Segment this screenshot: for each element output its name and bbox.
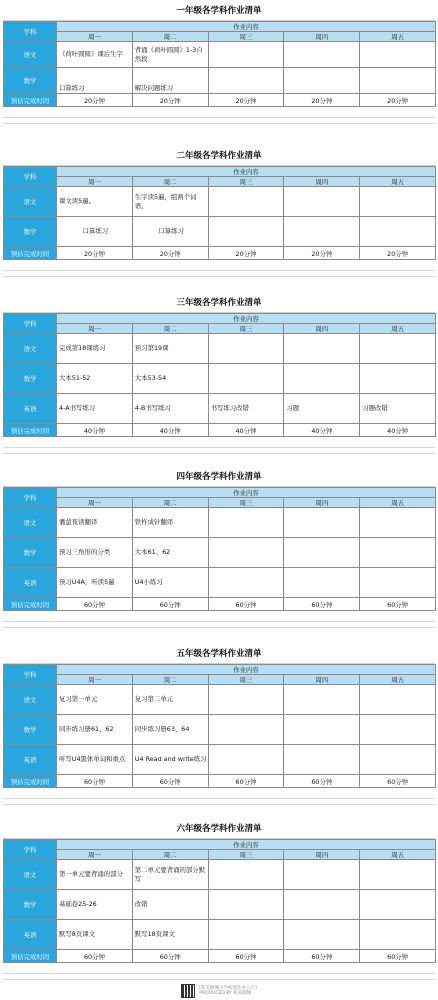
homework-cell (284, 568, 360, 598)
homework-cell (208, 860, 284, 890)
homework-cell (360, 715, 436, 745)
homework-cell (208, 715, 284, 745)
subject-label: 英语 (4, 568, 57, 598)
grade-section-5 (3, 645, 435, 788)
day-header: 周四 (284, 498, 360, 508)
content-header: 作业内容 (57, 840, 436, 850)
estimated-time-value: 20分钟 (132, 247, 208, 260)
homework-cell (360, 860, 436, 890)
estimated-time-value: 60分钟 (57, 598, 133, 611)
homework-cell: 预习U4A，听读5遍 (57, 568, 133, 598)
subject-label: 数学 (4, 890, 57, 920)
homework-cell (284, 364, 360, 394)
homework-cell: 第一单元要背诵的部分 (57, 860, 133, 890)
homework-cell (284, 685, 360, 715)
section-divider (3, 621, 435, 628)
homework-cell (360, 538, 436, 568)
estimated-time-value: 20分钟 (208, 247, 284, 260)
homework-cell (208, 508, 284, 538)
homework-cell (284, 217, 360, 247)
estimated-time-value: 20分钟 (284, 247, 360, 260)
homework-cell: 大本51-52 (57, 364, 133, 394)
subject-label: 英语 (4, 394, 57, 424)
homework-cell (284, 508, 360, 538)
section-title: 五年级各学科作业清单 (3, 645, 435, 664)
subject-label: 数学 (4, 715, 57, 745)
homework-cell (360, 364, 436, 394)
homework-cell (360, 568, 436, 598)
day-header: 周一 (57, 324, 133, 334)
subject-label: 英语 (4, 745, 57, 775)
estimated-time-value: 40分钟 (57, 424, 133, 437)
estimated-time-value: 20分钟 (284, 94, 360, 107)
subject-label: 数学 (4, 364, 57, 394)
homework-cell: 同步练习册61、62 (57, 715, 133, 745)
estimated-time-value: 60分钟 (284, 775, 360, 788)
homework-cell: 习题改错 (360, 394, 436, 424)
day-header: 周五 (360, 675, 436, 685)
homework-table (3, 166, 436, 260)
homework-cell: 解决问题练习 (132, 68, 208, 94)
day-header: 周三 (208, 498, 284, 508)
homework-cell (284, 68, 360, 94)
subject-header: 学科 (4, 840, 57, 860)
estimated-time-value: 60分钟 (284, 598, 360, 611)
homework-cell (208, 68, 284, 94)
estimated-time-value: 60分钟 (284, 950, 360, 963)
estimated-time-value: 20分钟 (132, 94, 208, 107)
homework-cell (360, 890, 436, 920)
homework-cell (208, 187, 284, 217)
homework-cell: 课文读5遍。 (57, 187, 133, 217)
estimated-time-row (4, 775, 436, 788)
day-header: 周二 (132, 850, 208, 860)
subject-row (4, 334, 436, 364)
estimated-time-label: 预估完成时间 (4, 598, 57, 611)
subject-row (4, 745, 436, 775)
homework-cell (284, 187, 360, 217)
estimated-time-value: 60分钟 (57, 950, 133, 963)
homework-cell (360, 334, 436, 364)
subject-header: 学科 (4, 167, 57, 187)
estimated-time-label: 预估完成时间 (4, 775, 57, 788)
grade-section-3 (3, 294, 435, 437)
subject-row (4, 394, 436, 424)
estimated-time-value: 60分钟 (208, 775, 284, 788)
day-header: 周五 (360, 498, 436, 508)
subject-header: 学科 (4, 488, 57, 508)
subject-label: 语文 (4, 42, 57, 68)
homework-cell (208, 920, 284, 950)
section-title: 六年级各学科作业清单 (3, 820, 435, 839)
subject-row (4, 890, 436, 920)
estimated-time-value: 20分钟 (360, 247, 436, 260)
subject-label: 数学 (4, 538, 57, 568)
subject-label: 语文 (4, 508, 57, 538)
subject-row (4, 920, 436, 950)
day-header: 周四 (284, 324, 360, 334)
subject-label: 英语 (4, 920, 57, 950)
estimated-time-row (4, 950, 436, 963)
subject-header: 学科 (4, 665, 57, 685)
homework-cell: 铁杵成针翻译 (132, 508, 208, 538)
subject-label: 语文 (4, 685, 57, 715)
subject-row (4, 42, 436, 68)
section-divider (3, 798, 435, 805)
homework-cell (360, 685, 436, 715)
day-header: 周一 (57, 32, 133, 42)
footer (0, 982, 438, 1000)
estimated-time-value: 20分钟 (360, 94, 436, 107)
homework-cell: 囊萤夜读翻译 (57, 508, 133, 538)
day-header: 周一 (57, 850, 133, 860)
day-header: 周二 (132, 498, 208, 508)
homework-cell (360, 745, 436, 775)
section-divider (3, 447, 435, 454)
estimated-time-value: 60分钟 (132, 775, 208, 788)
section-title: 四年级各学科作业清单 (3, 468, 435, 487)
day-header: 周五 (360, 177, 436, 187)
homework-cell (208, 538, 284, 568)
homework-cell: U4 Read and write练习 (132, 745, 208, 775)
footer-line-2: PRODUCED BY 和美郾城 (199, 991, 252, 996)
day-header: 周五 (360, 324, 436, 334)
homework-cell (360, 217, 436, 247)
day-header: 周二 (132, 675, 208, 685)
homework-cell: 口算练习 (57, 68, 133, 94)
content-header: 作业内容 (57, 22, 436, 32)
subject-row (4, 508, 436, 538)
estimated-time-row (4, 598, 436, 611)
homework-cell (284, 920, 360, 950)
homework-cell (360, 920, 436, 950)
estimated-time-value: 60分钟 (360, 775, 436, 788)
homework-cell (284, 42, 360, 68)
homework-cell: 生字读5遍，组两个词语。 (132, 187, 208, 217)
subject-header: 学科 (4, 22, 57, 42)
homework-cell: 改错 (132, 890, 208, 920)
section-title: 三年级各学科作业清单 (3, 294, 435, 313)
estimated-time-value: 60分钟 (132, 950, 208, 963)
homework-cell: 预习三角形的分类 (57, 538, 133, 568)
homework-cell: U4小练习 (132, 568, 208, 598)
homework-cell (360, 187, 436, 217)
grade-section-4 (3, 468, 435, 611)
homework-cell: 基础卷25-26 (57, 890, 133, 920)
estimated-time-value: 60分钟 (57, 775, 133, 788)
section-title: 二年级各学科作业清单 (3, 147, 435, 166)
day-header: 周四 (284, 675, 360, 685)
day-header: 周二 (132, 177, 208, 187)
content-header: 作业内容 (57, 488, 436, 498)
estimated-time-value: 60分钟 (360, 950, 436, 963)
estimated-time-value: 40分钟 (208, 424, 284, 437)
homework-table (3, 313, 436, 437)
homework-cell (360, 42, 436, 68)
day-header: 周四 (284, 32, 360, 42)
day-header: 周一 (57, 675, 133, 685)
estimated-time-row (4, 94, 436, 107)
subject-label: 语文 (4, 860, 57, 890)
homework-cell: 《荷叶圆圆》课后生字 (57, 42, 133, 68)
estimated-time-value: 20分钟 (57, 94, 133, 107)
homework-cell: 复习第一单元 (57, 685, 133, 715)
estimated-time-value: 60分钟 (208, 598, 284, 611)
homework-cell (208, 364, 284, 394)
homework-table (3, 839, 436, 963)
homework-cell (360, 508, 436, 538)
homework-table (3, 664, 436, 788)
estimated-time-value: 20分钟 (57, 247, 133, 260)
estimated-time-value: 60分钟 (132, 598, 208, 611)
homework-cell: 完成第18课练习 (57, 334, 133, 364)
subject-row (4, 187, 436, 217)
subject-label: 数学 (4, 217, 57, 247)
homework-cell: 背诵《荷叶圆圆》1-3自然段 (132, 42, 208, 68)
subject-header: 学科 (4, 314, 57, 334)
estimated-time-label: 预估完成时间 (4, 950, 57, 963)
day-header: 周三 (208, 324, 284, 334)
homework-cell (284, 538, 360, 568)
homework-cell: 听写U4黑体单词和重点 (57, 745, 133, 775)
subject-row (4, 538, 436, 568)
subject-row (4, 68, 436, 94)
estimated-time-value: 40分钟 (284, 424, 360, 437)
estimated-time-value: 60分钟 (360, 598, 436, 611)
homework-cell (208, 334, 284, 364)
homework-cell (284, 890, 360, 920)
homework-cell: 口算练习 (132, 217, 208, 247)
day-header: 周三 (208, 32, 284, 42)
homework-cell: 默写18页课文 (132, 920, 208, 950)
homework-cell (284, 745, 360, 775)
footer-line-1: [和美郾城小学校園作业公示] (199, 986, 257, 991)
grade-section-1 (3, 2, 435, 107)
homework-cell (284, 860, 360, 890)
grade-section-2 (3, 147, 435, 260)
day-header: 周三 (208, 177, 284, 187)
estimated-time-row (4, 424, 436, 437)
subject-label: 语文 (4, 187, 57, 217)
estimated-time-row (4, 247, 436, 260)
day-header: 周四 (284, 850, 360, 860)
day-header: 周一 (57, 498, 133, 508)
homework-cell: 默写8页课文 (57, 920, 133, 950)
section-divider (3, 117, 435, 124)
estimated-time-value: 60分钟 (208, 950, 284, 963)
homework-cell: 第二单元要背诵的部分默写 (132, 860, 208, 890)
day-header: 周四 (284, 177, 360, 187)
subject-label: 数学 (4, 68, 57, 94)
estimated-time-label: 预估完成时间 (4, 94, 57, 107)
homework-cell (208, 685, 284, 715)
estimated-time-value: 20分钟 (208, 94, 284, 107)
homework-cell: 大本61、62 (132, 538, 208, 568)
homework-cell (284, 715, 360, 745)
subject-row (4, 685, 436, 715)
homework-cell (208, 42, 284, 68)
day-header: 周五 (360, 32, 436, 42)
homework-cell: 复习第二单元 (132, 685, 208, 715)
qr-code-icon (181, 984, 195, 998)
day-header: 周一 (57, 177, 133, 187)
homework-cell: 同步练习册63、64 (132, 715, 208, 745)
section-divider (3, 973, 435, 980)
homework-cell: 4-A书写练习 (57, 394, 133, 424)
homework-cell: 4-B书写练习 (132, 394, 208, 424)
day-header: 周三 (208, 675, 284, 685)
homework-cell (208, 890, 284, 920)
content-header: 作业内容 (57, 665, 436, 675)
homework-table (3, 21, 436, 107)
grade-section-6 (3, 820, 435, 963)
homework-cell (360, 68, 436, 94)
section-title: 一年级各学科作业清单 (3, 2, 435, 21)
estimated-time-value: 40分钟 (360, 424, 436, 437)
subject-row (4, 217, 436, 247)
day-header: 周二 (132, 324, 208, 334)
subject-row (4, 568, 436, 598)
day-header: 周五 (360, 850, 436, 860)
subject-row (4, 715, 436, 745)
homework-table (3, 487, 436, 611)
subject-row (4, 860, 436, 890)
homework-cell: 口算练习 (57, 217, 133, 247)
homework-cell (208, 745, 284, 775)
estimated-time-label: 预估完成时间 (4, 424, 57, 437)
estimated-time-value: 40分钟 (132, 424, 208, 437)
homework-cell (208, 217, 284, 247)
homework-cell: 大本53-54 (132, 364, 208, 394)
subject-label: 语文 (4, 334, 57, 364)
day-header: 周二 (132, 32, 208, 42)
day-header: 周三 (208, 850, 284, 860)
content-header: 作业内容 (57, 314, 436, 324)
section-divider (3, 270, 435, 277)
homework-cell: 习题 (284, 394, 360, 424)
subject-row (4, 364, 436, 394)
homework-cell: 预习第19课 (132, 334, 208, 364)
estimated-time-label: 预估完成时间 (4, 247, 57, 260)
homework-cell (208, 568, 284, 598)
homework-cell: 书写练习改错 (208, 394, 284, 424)
content-header: 作业内容 (57, 167, 436, 177)
homework-cell (284, 334, 360, 364)
